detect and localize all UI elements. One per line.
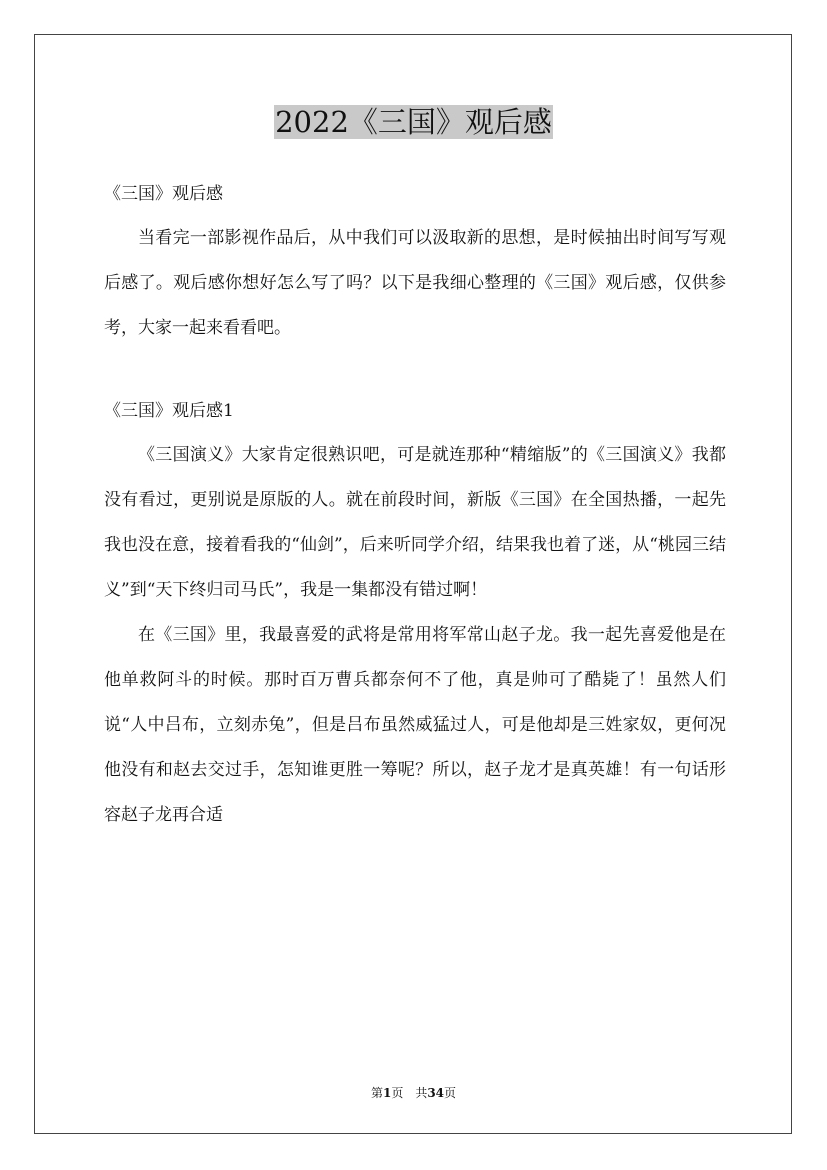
footer-total-pages: 34 [427,1086,445,1100]
page-footer [0,1084,827,1102]
section1-paragraph-2: 在《三国》里，我最喜爱的武将是常用将军常山赵子龙。我一起先喜爱他是在他单救阿斗的时候。那时百万曹兵都奈何不了他，真是帅可了酷毙了！虽然人们说“人中吕布，立刻赤兔”，但是吕布虽然威猛过人，可是他却是三姓家奴，更何况他没有和赵去交过手，怎知谁更胜一筹呢？所以，赵子龙才是真英雄！有一句话形容赵子龙再合适 [104,625,726,825]
document-title-text: 2022《三国》观后感 [275,105,552,139]
heading-intro: 《三国》观后感 [104,184,223,204]
section1-paragraph-1: 《三国演义》大家肯定很熟识吧，可是就连那种“精缩版”的《三国演义》我都没有看过，更别说是原版的人。就在前段时间，新版《三国》在全国热播，一起先我也没在意，接着看我的“仙剑”，后来听同学介绍，结果我也着了迷，从“桃园三结义”到“天下终归司马氏”，我是一集都没有错过啊！ [104,445,726,600]
footer-page-prefix: 第 [370,1086,383,1100]
heading-section-1: 《三国》观后感1 [104,401,234,421]
intro-paragraph: 当看完一部影视作品后，从中我们可以汲取新的思想，是时候抽出时间写写观后感了。观后感你想好怎么写了吗？以下是我细心整理的《三国》观后感，仅供参考，大家一起来看看吧。 [104,228,726,338]
document-body [104,172,726,838]
footer-page-suffix: 页 [444,1086,457,1100]
document-title [0,102,827,142]
footer-page-number: 1 [382,1086,392,1100]
paragraph-gap [104,351,726,389]
footer-page-mid: 页 共 [391,1086,428,1100]
